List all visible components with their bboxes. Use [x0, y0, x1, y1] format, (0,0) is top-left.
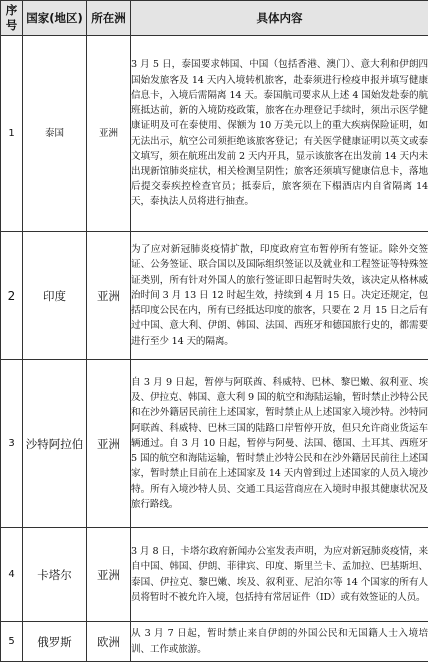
row-index: 1	[1, 36, 23, 232]
header-detail: 具体内容	[131, 1, 428, 36]
row-index: 2	[1, 232, 23, 360]
row-detail: 从 3 月 7 日起，暂时禁止来自伊朗的外国公民和无国籍人士入境培训、工作或旅游。	[131, 622, 428, 662]
row-country: 印度	[23, 232, 87, 360]
row-index: 5	[1, 622, 23, 662]
header-continent: 所在洲	[87, 1, 131, 36]
row-country: 卡塔尔	[23, 528, 87, 622]
row-detail: 3 月 5 日，泰国要求韩国、中国（包括香港、澳门）、意大利和伊朗四国始发旅客及 14 天内入境转机旅客，赴泰须进行检疫申报并填写健康信息卡，入境后需隔离 14 天。泰国航司要求从上述 4 国始发赴泰的航班抵达前，新的入境防疫政策，旅客在办理登记手续时，须出示医学健康证明及可在泰使用、保额为 10 万美元以上的重大疾病保险证明，如无法出示，航空公司须拒绝该旅客登记；有关医学健康证明以英文或泰文填写，须在航班出发前 2 天内开具，显示该旅客在出发前 14 天内未出现新馆肺炎症状，相关检测呈阴性；旅客还须填写健康信息卡，落地后提交泰疾控检查官员；抵泰后，旅客须在下榻酒店内自省隔离 14 天，泰执法人员将进行抽查。	[131, 36, 428, 232]
row-detail: 自 3 月 9 日起，暂停与阿联酋、科威特、巴林、黎巴嫩、叙利亚、埃及、伊拉克、韩国、意大利 9 国的航空和海陆运输，暂时禁止沙特公民和在沙外籍居民前往上述国家，暂时禁止从上述国家入境沙特。沙特同阿联酋、科威特、巴林三国的陆路口岸暂停开放，但只允许商业货运车辆通过。自 3 月 10 日起，暂停与阿曼、法国、德国、土耳其、西班牙 5 国的航空和海陆运输，暂时禁止沙特公民和在沙外籍居民前往上述国家，暂时禁止目前在上述国家及 14 天内曾到过上述国家的人员入境沙特。所有入境沙特人员、交通工具运营商应在入境时申报其健康状况及旅行路线。	[131, 360, 428, 528]
header-index: 序号	[1, 1, 23, 36]
row-index: 3	[1, 360, 23, 528]
row-continent: 亚洲	[87, 528, 131, 622]
row-continent: 亚洲	[87, 232, 131, 360]
row-continent: 亚洲	[87, 360, 131, 528]
table-row	[1, 36, 428, 232]
row-continent: 欧洲	[87, 622, 131, 662]
row-continent: 亚洲	[87, 36, 131, 232]
table-row	[1, 360, 428, 528]
row-country: 俄罗斯	[23, 622, 87, 662]
row-detail: 为了应对新冠肺炎疫情扩散，印度政府宣布暂停所有签证。除外交签证、公务签证、联合国以及国际组织签证以及就业和工程签证等特殊签证类别，所有针对外国人的旅行签证即日起暂时失效，该决定从格林威治时间 3 月 13 日 12 时起生效，持续到 4 月 15 日。决定还规定，包括印度公民在内，所有已经抵达印度的旅客，只要在 2 月 15 日之后有过中国、意大利、伊朗、韩国、法国、西班牙和德国旅行史的，都需要进行至少 14 天的隔离。	[131, 232, 428, 360]
row-index: 4	[1, 528, 23, 622]
table-row	[1, 232, 428, 360]
row-detail: 3 月 8 日，卡塔尔政府新闻办公室发表声明，为应对新冠肺炎疫情，来自中国、韩国、伊朗、菲律宾、印度、斯里兰卡、孟加拉、巴基斯坦、泰国、伊拉克、黎巴嫩、埃及、叙利亚、尼泊尔等 14 个国家的所有人员将暂时不被允许入境，包括持有常居证件（ID）或有效签证的人员。	[131, 528, 428, 622]
table-header-row	[1, 1, 428, 36]
row-country: 沙特阿拉伯	[23, 360, 87, 528]
header-country: 国家(地区)	[23, 1, 87, 36]
table-row	[1, 622, 428, 662]
row-country: 泰国	[23, 36, 87, 232]
table-row	[1, 528, 428, 622]
